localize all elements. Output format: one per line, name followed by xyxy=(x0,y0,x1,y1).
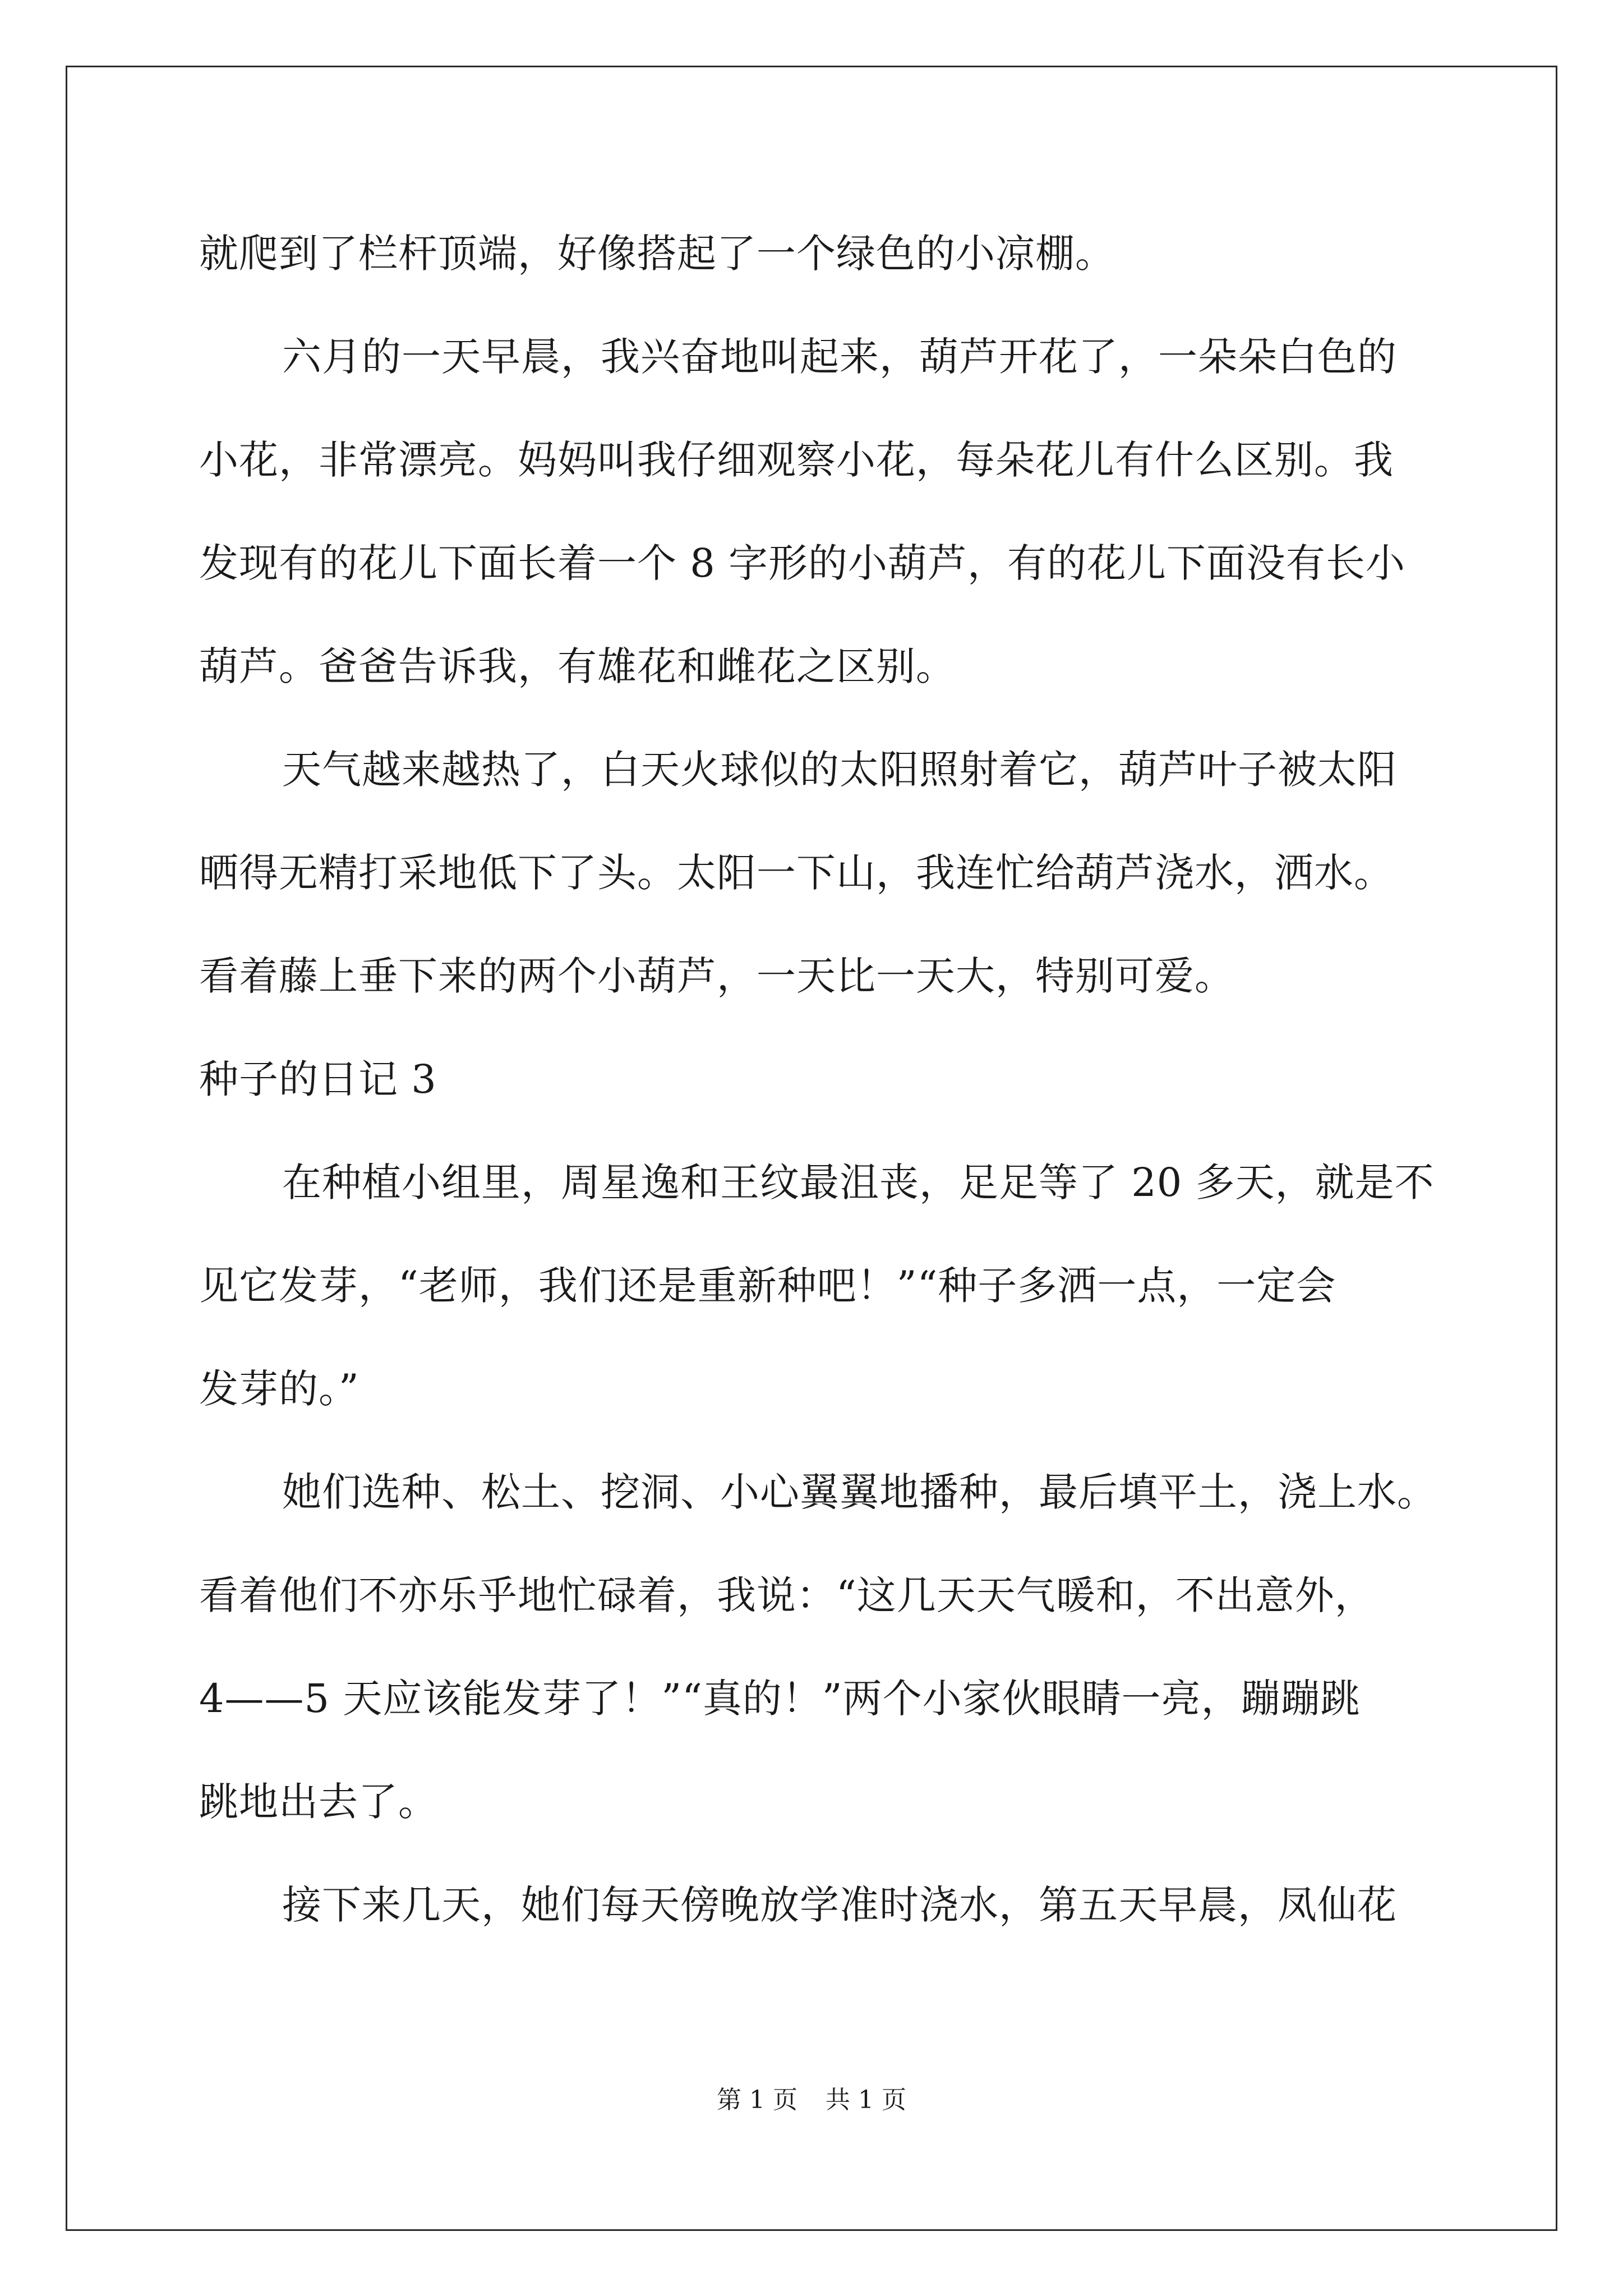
text-line: 天气越来越热了，白天火球似的太阳照射着它，葫芦叶子被太阳 xyxy=(282,747,1397,793)
text-line: 发现有的花儿下面长着一个 8 字形的小葫芦，有的花儿下面没有长小 xyxy=(199,540,1406,586)
text-line: 小花，非常漂亮。妈妈叫我仔细观察小花，每朵花儿有什么区别。我 xyxy=(199,437,1394,483)
text-line: 她们选种、松土、挖洞、小心翼翼地播种，最后填平土，浇上水。 xyxy=(282,1469,1437,1515)
document-body xyxy=(199,202,1444,1957)
section-heading: 种子的日记 3 xyxy=(199,1056,437,1102)
text-line: 看着他们不亦乐乎地忙碌着，我说：“这几天天气暖和，不出意外， xyxy=(199,1572,1375,1618)
text-line: 见它发芽，“老师，我们还是重新种吧！”“种子多洒一点，一定会 xyxy=(199,1263,1336,1309)
page-number: 第 1 页 xyxy=(717,2086,797,2114)
text-line: 4——5 天应该能发芽了！”“真的！”两个小家伙眼睛一亮，蹦蹦跳 xyxy=(199,1676,1361,1722)
text-line: 发芽的。” xyxy=(199,1366,359,1412)
text-line: 跳地出去了。 xyxy=(199,1779,438,1825)
text-line: 六月的一天早晨，我兴奋地叫起来，葫芦开花了，一朵朵白色的 xyxy=(282,334,1397,380)
page-footer xyxy=(0,2085,1623,2116)
text-line: 在种植小组里，周星逸和王纹最沮丧，足足等了 20 多天，就是不 xyxy=(282,1159,1435,1205)
text-line: 看着藤上垂下来的两个小葫芦，一天比一天大，特别可爱。 xyxy=(199,953,1234,999)
text-line: 晒得无精打采地低下了头。太阳一下山，我连忙给葫芦浇水，洒水。 xyxy=(199,850,1394,896)
text-line: 接下来几天，她们每天傍晚放学准时浇水，第五天早晨，凤仙花 xyxy=(282,1882,1397,1928)
text-line: 就爬到了栏杆顶端，好像搭起了一个绿色的小凉棚。 xyxy=(199,231,1115,277)
text-line: 葫芦。爸爸告诉我，有雄花和雌花之区别。 xyxy=(199,643,956,689)
page-total: 共 1 页 xyxy=(826,2086,906,2114)
